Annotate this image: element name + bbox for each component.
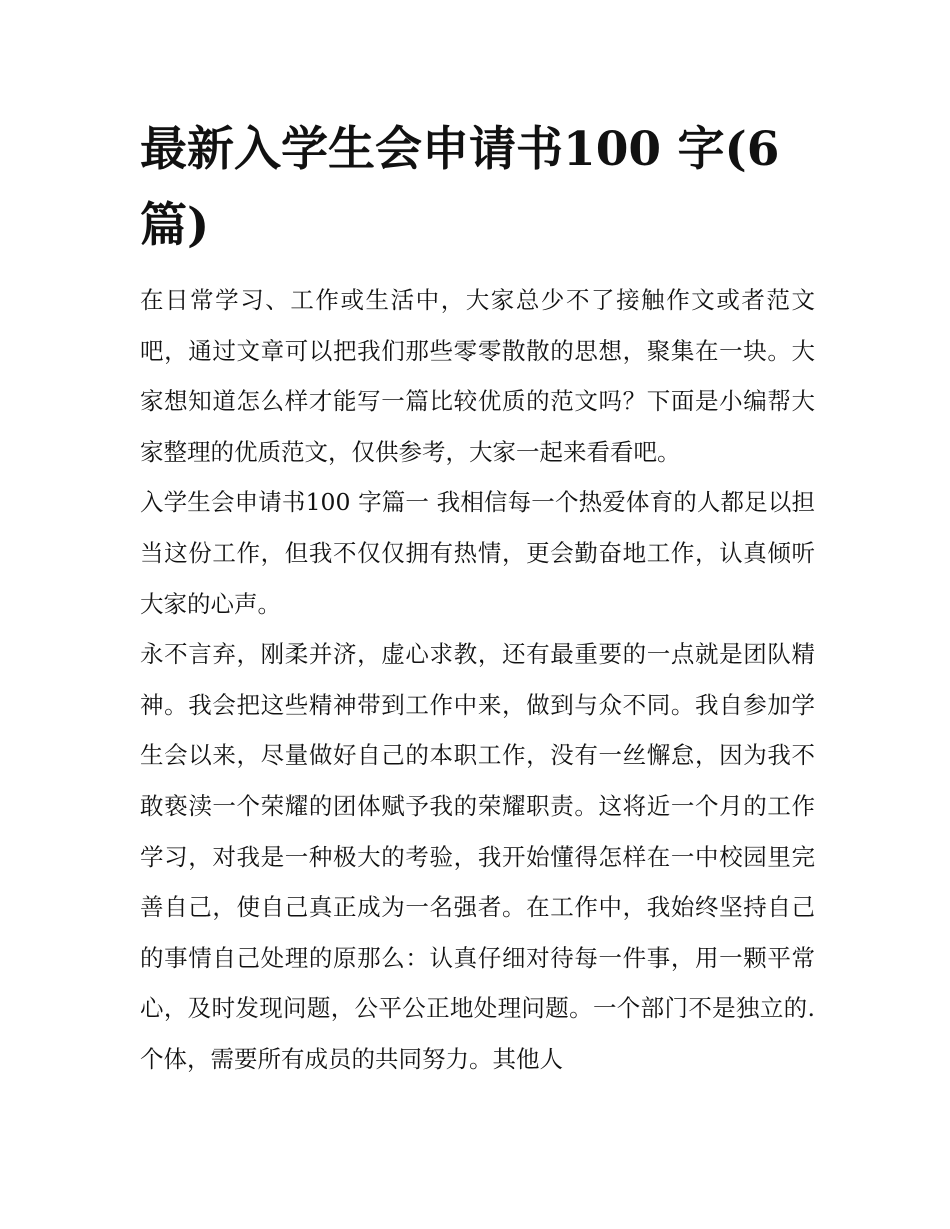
document-title: 最新入学生会申请书100 字(6 篇) [140,122,780,253]
paragraph-team-spirit: 永不言弃，刚柔并济，虚心求教，还有最重要的一点就是团队精神。我会把这些精神带到工作中来，做到与众不同。我自参加学生会以来，尽量做好自己的本职工作，没有一丝懈怠，因为我不敢亵渎一个荣耀的团体赋予我的荣耀职责。这将近一个月的工作学习，对我是一种极大的考验，我开始懂得怎样在一中校园里完善自己，使自己真正成为一名强者。在工作中，我始终坚持自己的事情自己处理的原那么：认真仔细对待每一件事，用一颗平常心，及时发现问题，公平公正地处理问题。一个部门不是独立的.个体，需要所有成员的共同努力。其他人 [140,640,815,1073]
paragraph-intro: 在日常学习、工作或生活中，大家总少不了接触作文或者范文吧，通过文章可以把我们那些零零散散的思想，聚集在一块。大家想知道怎么样才能写一篇比较优质的范文吗？下面是小编帮大家整理的优质范文，仅供参考，大家一起来看看吧。 [140,286,815,466]
document-body [140,275,815,1085]
paragraph-section-one: 入学生会申请书100 字篇一 我相信每一个热爱体育的人都足以担当这份工作，但我不仅仅拥有热情，更会勤奋地工作，认真倾听大家的心声。 [140,488,815,618]
